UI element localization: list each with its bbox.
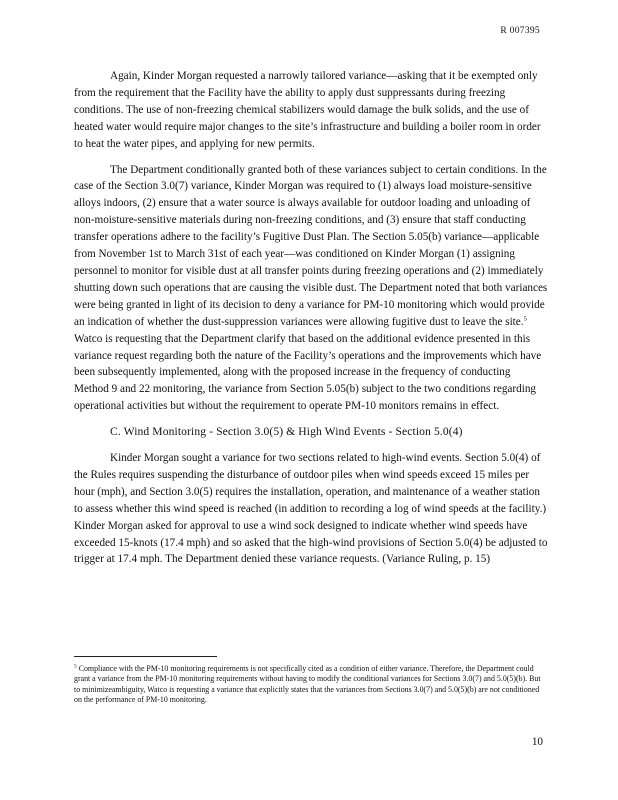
body-text	[74, 68, 548, 577]
footnote-marker: 5	[74, 663, 77, 670]
footnote	[74, 664, 544, 706]
footnote-divider	[74, 656, 217, 657]
page-number: 10	[531, 736, 543, 748]
bates-number: R 007395	[500, 26, 540, 36]
section-heading: C. Wind Monitoring - Section 3.0(5) & High Wind Events - Section 5.0(4)	[110, 425, 463, 439]
paragraph-wind-monitoring: Kinder Morgan sought a variance for two sections related to high-wind events. Section 5.0(4) of the Rules requires suspending the disturbance of outdoor piles when wind speeds exceed 15 miles per hour (mph), and Section 3.0(5) requires the installation, operation, and maintenance of a weather station to assess whether this wind speed is reached (in addition to recording a log of wind speeds at the facility.) Kinder Morgan asked for approval to use a wind sock designed to indicate whether wind speeds have exceeded 15-knots (17.4 mph) and so asked that the high-wind provisions of Section 5.0(4) be adjusted to trigger at 17.4 mph. The Department denied these variance requests. (Variance Ruling, p. 15)	[74, 452, 548, 566]
paragraph-dust-suppressants: Again, Kinder Morgan requested a narrowly tailored variance—asking that it be exempted only from the requirement that the Facility have the ability to apply dust suppressants during freezing conditions. The use of non-freezing chemical stabilizers would damage the bulk solids, and the use of heated water would require major changes to the site’s infrastructure and building a boiler room in order to heat the water pipes, and applying for new permits.	[74, 70, 541, 150]
paragraph-text: The Department conditionally granted both of these variances subject to certain conditions. In the case of the Section 3.0(7) variance, Kinder Morgan was required to (1) always load moisture-sensitive alloys indoors, (2) ensure that a water source is always available for outdoor loading and unloading of non-moisture-sensitive materials during non-freezing conditions, and (3) ensure that staff conducting transfer operations adhere to the facility’s Fugitive Dust Plan. The Section 5.05(b) variance—applicable from November 1st to March 31st of each year—was conditioned on Kinder Morgan (1) assigning personnel to monitor for visible dust at all transfer points during freezing operations and (2) immediately shutting down such operations that are causing the visible dust. The Department noted that both variances were being granted in light of its decision to deny a variance for PM-10 monitoring which would provide an indication of whether the dust-suppression variances were allowing fugitive dust to leave the site.	[74, 163, 548, 328]
paragraph-conditional-variances	[74, 162, 548, 416]
footnote-reference: 5	[523, 314, 527, 322]
footnote-text: Compliance with the PM-10 monitoring requirements is not specifically cited as a condition of either variance. Therefore, the Department could grant a variance from the PM-10 monitoring requirements without having to modify the conditional variances for Sections 3.0(7) and 5.0(5)(b). But to minimizeambiguity, Watco is requesting a variance that explicitly states that the variances from Sections 3.0(7) and 5.0(5)(b) are not conditioned on the performance of PM-10 monitoring.	[74, 664, 541, 705]
paragraph-text-continued: Watco is requesting that the Department clarify that based on the additional evidence presented in this variance request regarding both the nature of the Facility’s operations and the improvements which have been subsequently implemented, along with the proposed increase in the frequency of conducting Method 9 and 22 monitoring, the variance from Section 5.05(b) subject to the two conditions regarding operational activities but without the requirement to operate PM-10 monitors remains in effect.	[74, 332, 542, 413]
